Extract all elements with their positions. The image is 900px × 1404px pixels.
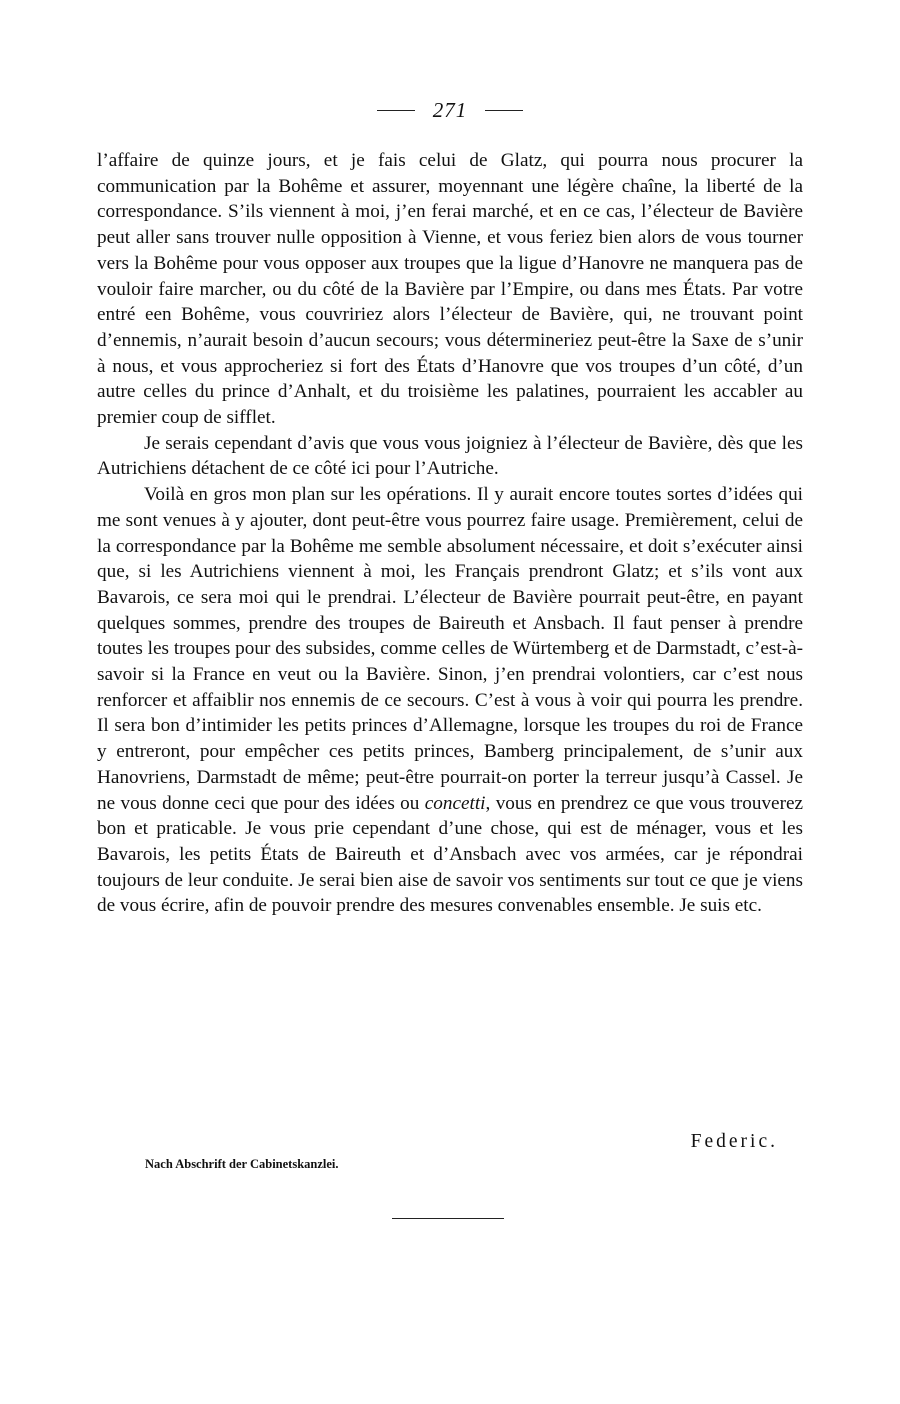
end-rule [392,1218,504,1219]
paragraph-3-text-b: , vous en prendrez ce que vous trouverez bon et praticable. Je vous prie cependant d’une chose, qui est de ménager, vous et les Bavarois, les petits États de Baireuth et d’Ansbach avec vos armées, car je répondrai toujours de leur conduite. Je serai bien aise de savoir vos sentiments sur tout ce que je viens de vous écrire, afin de pouvoir prendre des mesures convenables ensemble. Je suis etc. [97,792,803,917]
paragraph-2: Je serais cependant d’avis que vous vous joigniez à l’électeur de Bavière, dès que les Autrichiens détachent de ce côté ici pour l’Autriche. [97,432,803,480]
source-note: Nach Abschrift der Cabinetskanzlei. [145,1157,339,1171]
page-header [0,98,900,123]
signature: Federic. [690,1131,778,1152]
paragraph-3-text-a: Voilà en gros mon plan sur les opérations. Il y aurait encore toutes sortes d’idées qui me sont venues à y ajouter, dont peut-être vous pourrez faire usage. Premièrement, celui de la correspondance par la Bohême me semble absolument nécessaire, et doit s’exécuter ainsi que, si les Autrichiens viennent à moi, les Français prendront Glatz; et s’ils vont aux Bavarois, ce sera moi qui le prendrai. L’électeur de Bavière pourrait peut-être, en payant quelques sommes, prendre des troupes de Baireuth et Ansbach. Il faut penser à prendre toutes les troupes pour des subsides, comme celles de Würtemberg et de Darmstadt, c’est-à-savoir si la France en veut ou la Bavière. Sinon, j’en prendrai volontiers, car c’est nous renforcer et affaiblir nos ennemis de ce secours. C’est à vous à voir qui pourra les prendre. Il sera bon d’intimider les petits princes d’Allemagne, lorsque les troupes du roi de France y entreront, pour empêcher ces petits princes, Bamberg principalement, de s’unir aux Hanovriens, Darmstadt de même; peut-être pourrait-on porter la terreur jusqu’à Cassel. Je ne vous donne ceci que pour des idées ou [97,484,803,814]
header-rule-left [377,110,415,111]
paragraph-1: l’affaire de quinze jours, et je fais celui de Glatz, qui pourra nous procurer la communication par la Bohême et assurer, moyennant une légère chaîne, la liberté de la correspondance. S’ils viennent à moi, j’en ferai marché, et en ce cas, l’électeur de Bavière peut aller sans trouver nulle opposition à Vienne, et vous feriez bien alors de vous tourner vers la Bohême pour vous opposer aux troupes que la ligue d’Hanovre ne manquera pas de vouloir faire marcher, ou du côté de la Bavière par l’Empire, ou dans mes États. Par votre entré een Bohême, vous couvririez alors l’électeur de Bavière, qui, ne trouvant point d’ennemis, n’aurait besoin d’aucun secours; vous détermineriez peut-être la Saxe de s’unir à nous, et vous approcheriez si fort des États d’Hanovre que vos troupes d’un côté, d’un autre celles du prince d’Anhalt, et du troisième les palatines, pourraient les accabler au premier coup de sifflet. [97,150,803,429]
paragraph-3 [97,482,803,919]
italic-term: concetti [424,792,486,814]
page-number: 271 [432,98,468,122]
letter-body [97,148,803,919]
header-rule-right [485,110,523,111]
